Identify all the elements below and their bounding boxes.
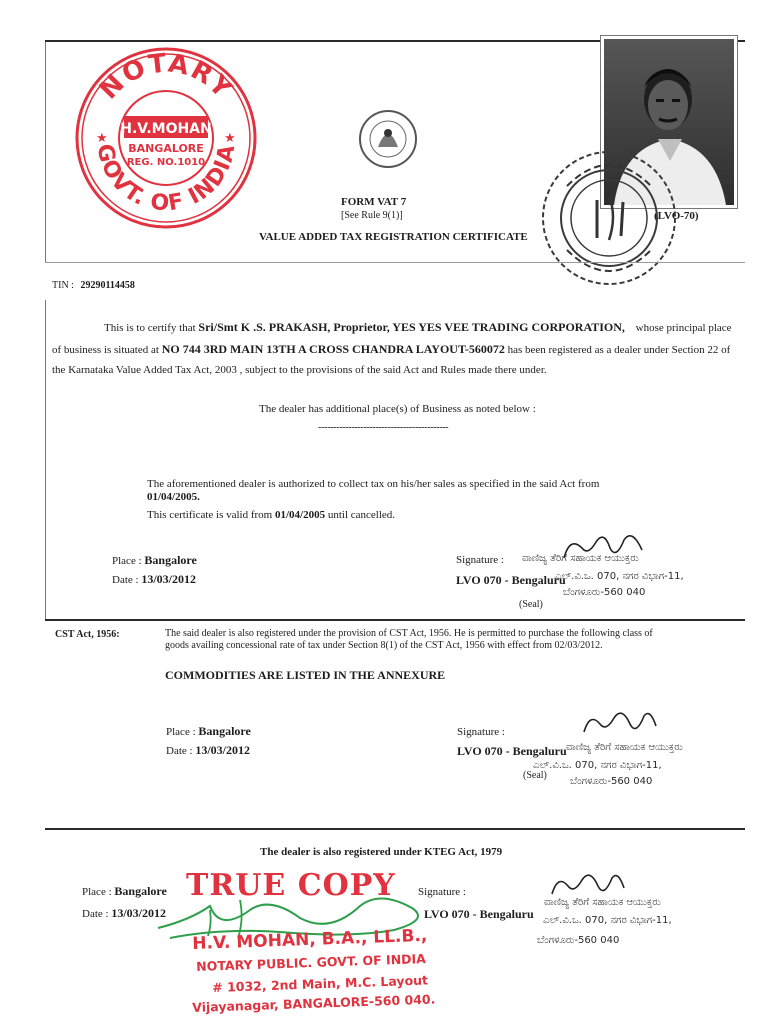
office-code: (LVO-70)	[654, 210, 699, 222]
valid-prefix: This certificate is valid from	[147, 509, 273, 521]
cst-office: LVO 070 - Bengaluru	[457, 744, 567, 758]
cst-date-value: 13/03/2012	[195, 743, 250, 757]
certificate-line-1-suffix: whose principal place	[635, 322, 732, 334]
notary-stamp-city: BANGALORE	[128, 142, 204, 155]
authorized-text: The aforementioned dealer is authorized to collect tax on his/her sales as specified in the said Act from	[147, 478, 600, 490]
authorized-date: 01/04/2005.	[147, 491, 200, 503]
cst-label: CST Act, 1956:	[55, 629, 120, 640]
kteg-place-label: Place :	[82, 886, 112, 898]
certificate-line-2-prefix: of business is situated at	[52, 344, 159, 356]
certificate-line-2-suffix: has been registered as a dealer under Section 22 of	[507, 344, 731, 356]
tin-value: 29290114458	[80, 280, 135, 291]
svg-text:NOTARY	[94, 48, 238, 105]
kteg-heading: The dealer is also registered under KTEG Act, 1979	[260, 846, 503, 858]
valid-date: 01/04/2005	[274, 509, 326, 521]
certificate-line-1	[104, 320, 732, 335]
vat-handwritten-signature	[560, 530, 650, 566]
notary-stamp-reg-no: REG. NO.1010	[126, 157, 206, 168]
notary-stamp-name: H.V.MOHAN	[120, 121, 212, 137]
certificate-line-1-prefix: This is to certify that	[104, 322, 196, 334]
tin-label: TIN :	[52, 280, 74, 291]
svg-text:★: ★	[224, 131, 236, 146]
kteg-signature-label: Signature :	[418, 886, 466, 898]
valid-suffix: until cancelled.	[327, 509, 396, 521]
kteg-date-value: 13/03/2012	[111, 906, 166, 920]
certificate-line-2	[52, 342, 730, 357]
cst-signature-label: Signature :	[457, 726, 505, 738]
kteg-kannada-office: ಎಲ್.ವಿ.ಒ. 070, ನಗರ ವಿಭಾಗ-11,	[543, 915, 672, 926]
kteg-place-value: Bangalore	[114, 884, 167, 898]
vat-kannada-designation: ವಾಣಿಜ್ಯ ತೆರಿಗೆ ಸಹಾಯಕ ಆಯುಕ್ತರು	[522, 553, 639, 564]
kteg-date-label: Date :	[82, 908, 109, 920]
vat-place-value: Bangalore	[144, 553, 197, 567]
business-address: NO 744 3RD MAIN 13TH A CROSS CHANDRA LAYOUT-560072	[161, 342, 505, 356]
svg-text:★: ★	[96, 131, 108, 146]
notary-stamp-top-text: NOTARY	[93, 48, 239, 106]
vat-office: LVO 070 - Bengaluru	[456, 573, 566, 587]
vat-date-value: 13/03/2012	[141, 572, 196, 586]
certificate-line-3: the Karnataka Value Added Tax Act, 2003 , subject to the provisions of the said Act and Rules made there under.	[52, 364, 547, 376]
kteg-office: LVO 070 - Bengaluru	[424, 907, 534, 921]
vat-date-row	[112, 572, 196, 587]
vat-signature-label: Signature :	[456, 554, 504, 566]
certificate-title: VALUE ADDED TAX REGISTRATION CERTIFICATE	[259, 231, 528, 243]
vat-date-label: Date :	[112, 574, 139, 586]
tin-row	[52, 280, 135, 291]
kteg-kannada-city: ಬೆಂಗಳೂರು-560 040	[537, 935, 620, 946]
cst-place-row	[166, 724, 251, 739]
cst-place-label: Place :	[166, 726, 196, 738]
kteg-kannada-designation: ವಾಣಿಜ್ಯ ತೆರಿಗೆ ಸಹಾಯಕ ಆಯುಕ್ತರು	[544, 897, 661, 908]
government-emblem-icon	[354, 107, 422, 171]
cst-kannada-city: ಬೆಂಗಳೂರು-560 040	[570, 776, 653, 787]
true-copy-line-3: # 1032, 2nd Main, M.C. Layout	[212, 972, 429, 995]
cst-place-value: Bangalore	[198, 724, 251, 738]
vat-seal-label: (Seal)	[519, 599, 543, 610]
vat-place-label: Place :	[112, 555, 142, 567]
valid-text	[147, 509, 395, 521]
cst-kannada-office: ಎಲ್.ವಿ.ಒ. 070, ನಗರ ವಿಭಾಗ-11,	[533, 760, 662, 771]
true-copy-line-2: NOTARY PUBLIC. GOVT. OF INDIA	[196, 950, 427, 974]
form-title: FORM VAT 7	[341, 196, 407, 208]
true-copy-title: TRUE COPY	[186, 868, 396, 903]
notary-stamp-top	[74, 46, 258, 230]
additional-places-text: The dealer has additional place(s) of Business as noted below :	[259, 403, 536, 415]
vat-place-row	[112, 553, 197, 568]
kteg-handwritten-signature	[548, 870, 628, 902]
cst-commodities: COMMODITIES ARE LISTED IN THE ANNEXURE	[165, 668, 446, 682]
true-copy-line-4: Vijayanagar, BANGALORE-560 040.	[192, 991, 436, 1015]
notary-stamp-bottom-text: GOVT. OF INDIA	[91, 141, 241, 217]
cst-kannada-designation: ವಾಣಿಜ್ಯ ತೆರಿಗೆ ಸಹಾಯಕ ಆಯುಕ್ತರು	[566, 742, 683, 753]
cst-handwritten-signature	[580, 708, 660, 740]
cst-seal-label: (Seal)	[523, 770, 547, 781]
cst-text: The said dealer is also registered under the provision of CST Act, 1956. He is permitted to purchase the following class of goods availing concessional rate of tax under Section 8(1) of the CST Act, 1956 with effect from 02/03/2012.	[165, 628, 653, 651]
vat-kannada-city: ಬೆಂಗಳೂರು-560 040	[563, 587, 646, 598]
office-round-seal	[537, 146, 681, 290]
true-copy-name: H.V. MOHAN, B.A., LL.B.,	[192, 925, 428, 954]
additional-places-dashes: -------------------------------------------	[318, 422, 449, 433]
form-rule: [See Rule 9(1)]	[341, 210, 403, 221]
vat-kannada-office: ಎಲ್.ವಿ.ಒ. 070, ನಗರ ವಿಭಾಗ-11,	[555, 571, 684, 582]
cst-date-label: Date :	[166, 745, 193, 757]
cst-date-row	[166, 743, 250, 758]
certificate-holder: Sri/Smt K .S. PRAKASH, Proprietor, YES YES VEE TRADING CORPORATION,	[198, 320, 625, 334]
